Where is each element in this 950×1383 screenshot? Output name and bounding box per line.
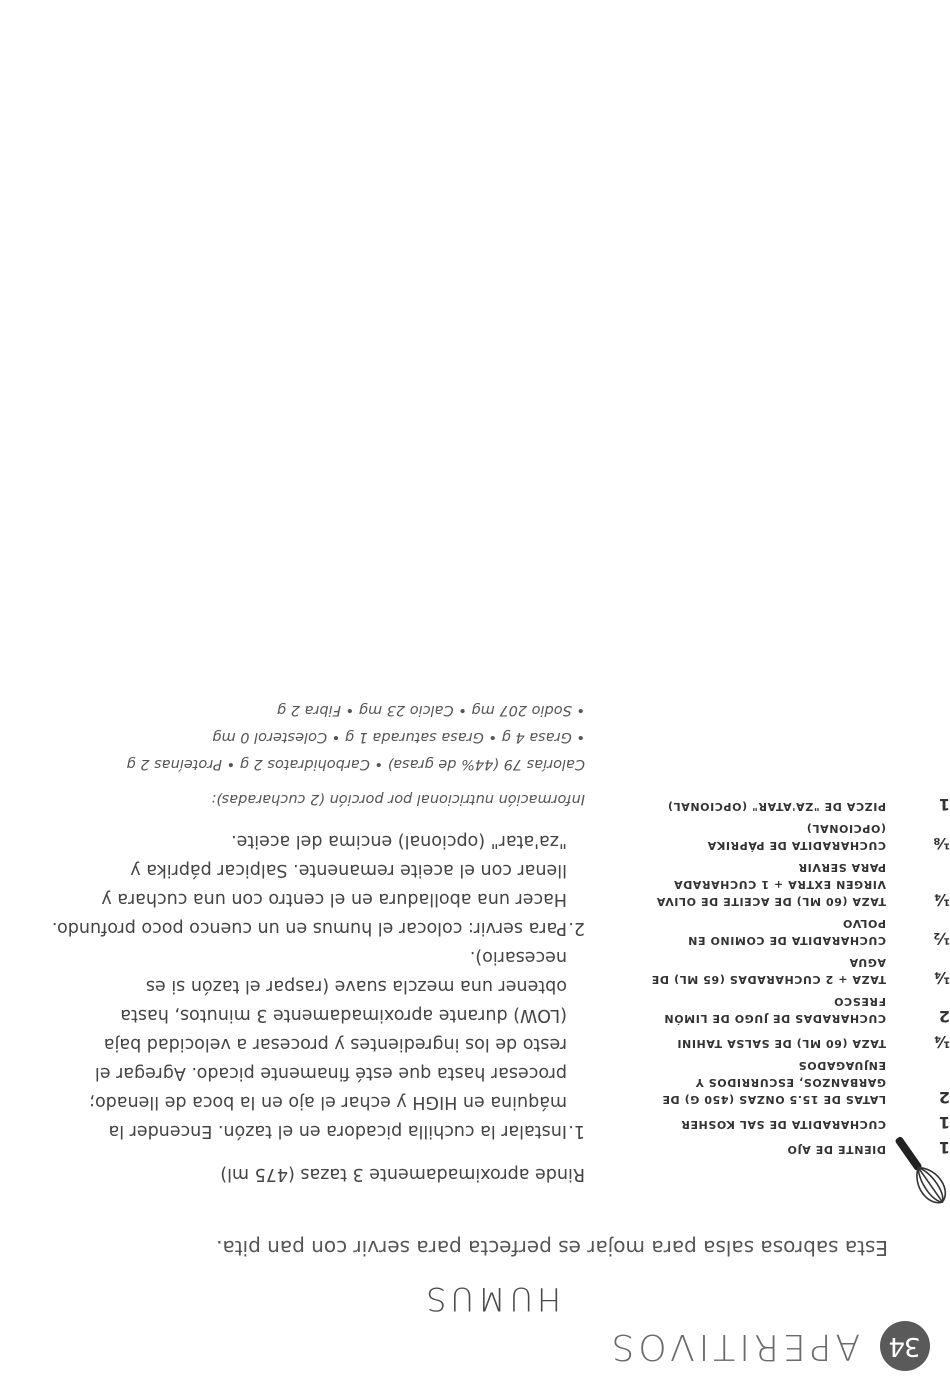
ingredient-item xyxy=(650,1113,950,1133)
ingredient-quantity: 2 xyxy=(938,1088,950,1107)
ingredient-item xyxy=(650,1057,950,1108)
page-number: 34 xyxy=(889,1331,921,1361)
ingredient-quantity: 1 xyxy=(938,1113,950,1132)
ingredient-quantity: 2 xyxy=(938,1007,950,1026)
page-number-badge xyxy=(880,1321,930,1371)
recipe-intro: Esta sabrosa salsa para mojar es perfecta para servir con pan pita. xyxy=(216,1236,888,1260)
ingredient-quantity: ¼ xyxy=(933,890,950,909)
step-number: 1. xyxy=(568,1121,585,1141)
step-text: Para servir: colocar el humus en un cuenco poco profundo. Hacer una abolladura en el centro con una cuchara y llenar con el aceite remanente. Salpicar páprika y "za'atar" (opcional) encima del aceite. xyxy=(51,831,567,938)
nutrition-line: • Grasa 4 g • Grasa saturada 1 g • Colesterol 0 mg xyxy=(212,729,585,745)
ingredient-text: TAZA (60 ML) DE SALSA TAHINI xyxy=(676,1037,886,1050)
ingredient-item xyxy=(650,1138,950,1158)
ingredient-quantity: 1 xyxy=(938,795,950,814)
ingredient-list xyxy=(650,790,950,1158)
ingredient-item xyxy=(650,795,950,815)
ingredient-quantity: ¼ xyxy=(933,968,950,987)
ingredient-quantity: ½ xyxy=(933,929,950,948)
ingredient-text: TAZA + 2 CUCHARADAS (65 ML) DE AGUA xyxy=(651,956,886,986)
ingredient-item xyxy=(650,954,950,988)
nutrition-heading: Información nutricional por porción (2 cucharadas): xyxy=(211,791,585,807)
method-step xyxy=(50,942,585,1145)
ingredient-text: PIZCA DE "ZA'ATAR" (OPCIONAL) xyxy=(667,800,886,813)
ingredient-text: CUCHARADITA DE SAL KOSHER xyxy=(680,1118,886,1131)
ingredient-text: TAZA (60 ML) DE ACEITE DE OLIVA VIRGEN EXTRA + 1 CUCHARADA PARA SERVIR xyxy=(656,861,886,908)
nutrition-line: • Sodio 207 mg • Calcio 23 mg • Fibra 2 g xyxy=(276,702,585,718)
nutrition-info xyxy=(50,696,585,812)
ingredient-text: CUCHARADITA DE PÁPRIKA (OPCIONAL) xyxy=(707,822,886,852)
ingredient-quantity: 1 xyxy=(938,1138,950,1157)
method-section xyxy=(50,696,585,1188)
ingredient-text: CUCHARADAS DE JUGO DE LIMÓN FRESCO xyxy=(663,995,886,1025)
ingredient-item xyxy=(650,993,950,1027)
ingredient-item xyxy=(650,915,950,949)
step-text: Instalar la cuchilla picadora en el tazón. Encender la máquina en HIGH y echar el ajo en la boca de llenado; procesar hasta que esté finamente picado. Agregar el resto de los ingredientes y procesar a velocidad baja (LOW) durante aproximadamente 3 minutos, hasta obtener una mezcla suave (raspar el tazón si es necesario). xyxy=(89,947,567,1141)
ingredient-text: CUCHARADITA DE COMINO EN POLVO xyxy=(687,917,886,947)
ingredient-quantity: ¼ xyxy=(933,1032,950,1051)
method-step xyxy=(50,826,585,942)
section-title: APERITIVOS xyxy=(607,1326,860,1367)
recipe-title: HUMUS xyxy=(422,1280,561,1318)
ingredient-text: LATAS DE 15.5 ONZAS (450 G) DE GARBANZOS, ESCURRIDOS Y ENJUAGADOS xyxy=(661,1059,886,1106)
ingredient-item xyxy=(650,1032,950,1052)
ingredient-item xyxy=(650,820,950,854)
nutrition-line: Calorías 79 (44% de grasa) • Carbohidratos 2 g • Proteínas 2 g xyxy=(126,756,585,772)
ingredient-quantity: ⅛ xyxy=(933,834,950,853)
ingredient-text: DIENTE DE AJO xyxy=(786,1143,886,1156)
step-number: 2. xyxy=(568,918,585,938)
recipe-yield: Rinde aproximadamente 3 tazas (475 ml) xyxy=(220,1164,585,1184)
ingredient-item xyxy=(650,859,950,910)
